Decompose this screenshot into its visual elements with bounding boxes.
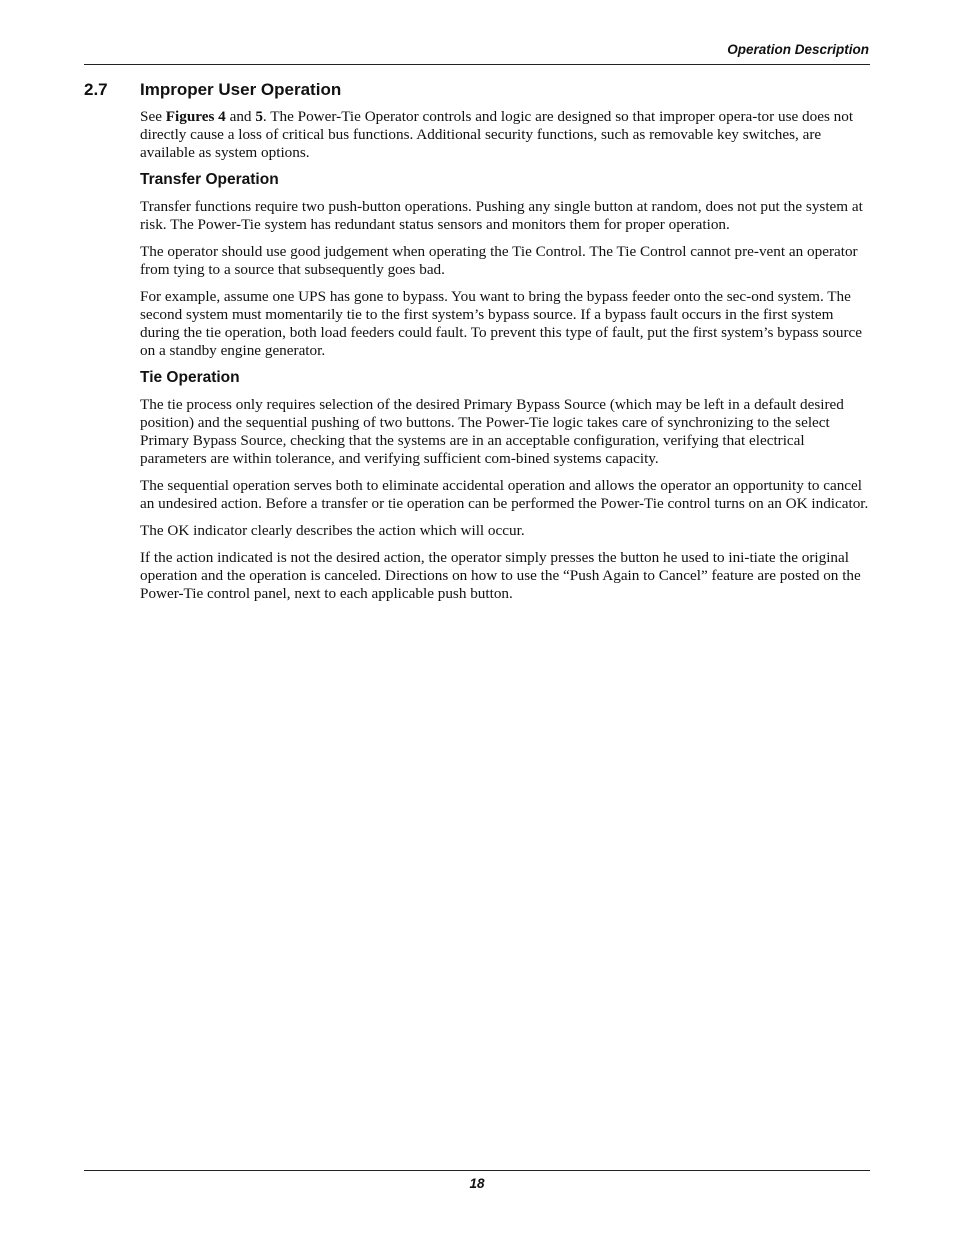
transfer-paragraph-2: The operator should use good judgement when operating the Tie Control. The Tie Control cannot pre-vent an operator from tying to a source that subsequently goes bad. (140, 243, 858, 278)
section-title: Improper User Operation (140, 80, 342, 99)
footer-rule (84, 1170, 870, 1171)
figures-4-reference: Figures 4 (165, 108, 226, 125)
section-number: 2.7 (84, 80, 108, 99)
transfer-operation-heading: Transfer Operation (140, 171, 279, 188)
header-rule (84, 64, 870, 65)
tie-paragraph-1: The tie process only requires selection of the desired Primary Bypass Source (which may be left in a default desired position) and the sequential pushing of two buttons. The Power-Tie logic takes care of synchronizing to the select Primary Bypass Source, checking that the systems are in an acceptable configuration, verifying that electrical parameters are within tolerance, and verifying sufficient com-bined systems capacity. (140, 396, 844, 467)
tie-paragraph-4: If the action indicated is not the desired action, the operator simply presses the button he used to ini-tiate the original operation and the operation is canceled. Directions on how to use the “Push Again to Cancel” feature are posted on the Power-Tie control panel, next to each applicable push button. (140, 549, 861, 602)
intro-see: See (140, 108, 166, 125)
tie-paragraph-2: The sequential operation serves both to eliminate accidental operation and allows the operator an opportunity to cancel an undesired action. Before a transfer or tie operation can be performed the Power-Tie control turns on an OK indicator. (140, 477, 869, 512)
transfer-paragraph-3: For example, assume one UPS has gone to bypass. You want to bring the bypass feeder onto the sec-ond system. The second system must momentarily tie to the first system’s bypass source. If a bypass fault occurs in the first system during the tie operation, both load feeders could fault. To prevent this type of fault, put the first system’s bypass source on a standby engine generator. (140, 288, 863, 359)
figure-5-reference: 5 (255, 108, 263, 125)
running-header: Operation Description (727, 42, 869, 57)
page-content (140, 108, 870, 612)
tie-operation-heading: Tie Operation (140, 369, 240, 386)
section-heading (84, 80, 341, 100)
tie-paragraph-3: The OK indicator clearly describes the action which will occur. (140, 522, 525, 539)
intro-and: and (225, 108, 256, 125)
transfer-paragraph-1: Transfer functions require two push-button operations. Pushing any single button at random, does not put the system at risk. The Power-Tie system has redundant status sensors and monitors them for proper operation. (140, 198, 863, 233)
page-number: 18 (469, 1176, 485, 1191)
intro-paragraph (140, 108, 870, 162)
intro-rest: . The Power-Tie Operator controls and logic are designed so that improper opera-tor use does not directly cause a loss of critical bus functions. Additional security functions, such as removable key switches, are available as system options. (140, 108, 854, 161)
